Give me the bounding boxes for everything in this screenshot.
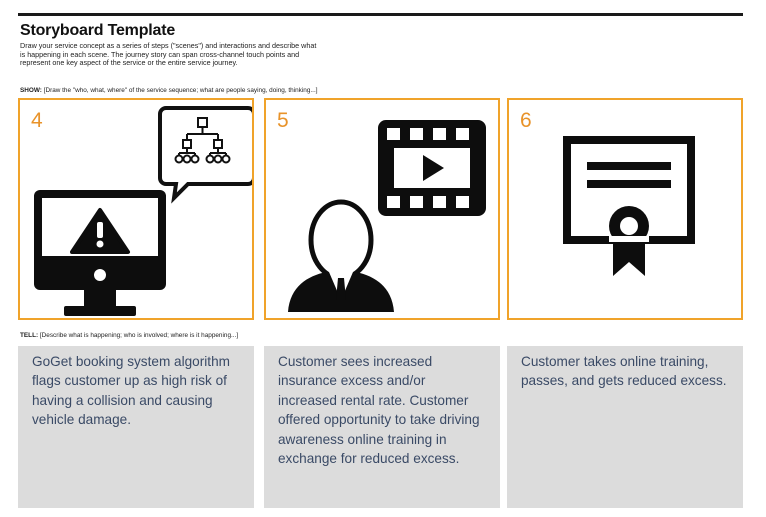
tell-instruction [20,332,238,339]
scene-4-panel [18,98,254,320]
monitor-warning-icon [20,100,254,320]
certificate-icon [509,100,743,320]
tell-instruction-text: [Describe what is happening; who is involved; where is it happening...] [39,332,239,339]
scene-number: 5 [277,109,289,132]
scene-4-description: GoGet booking system algorithm flags customer up as high risk of having a collision and causing vehicle damage. [18,346,254,508]
show-instruction-text: [Draw the "who, what, where" of the service sequence; what are people saying, doing, thinking...] [43,87,318,94]
scene-number: 6 [520,109,532,132]
tell-label: TELL: [20,332,39,339]
scene-5-description: Customer sees increased insurance excess and/or increased rental rate. Customer offered opportunity to take driving awareness online training in exchange for reduced excess. [264,346,500,508]
scene-6-panel [507,98,743,320]
top-rule [18,13,743,16]
page-description: Draw your service concept as a series of steps ("scenes") and interactions and describe what is happening in each scene. The journey story can span cross-channel touch points and represent one key aspect of the service or the entire service journey. [20,41,317,68]
page-title: Storyboard Template [20,22,176,39]
scene-5-panel [264,98,500,320]
show-instruction [20,87,318,94]
scene-6-description: Customer takes online training, passes, and gets reduced excess. [507,346,743,508]
show-label: SHOW: [20,87,42,94]
scene-number: 4 [31,109,43,132]
person-video-icon [266,100,500,320]
